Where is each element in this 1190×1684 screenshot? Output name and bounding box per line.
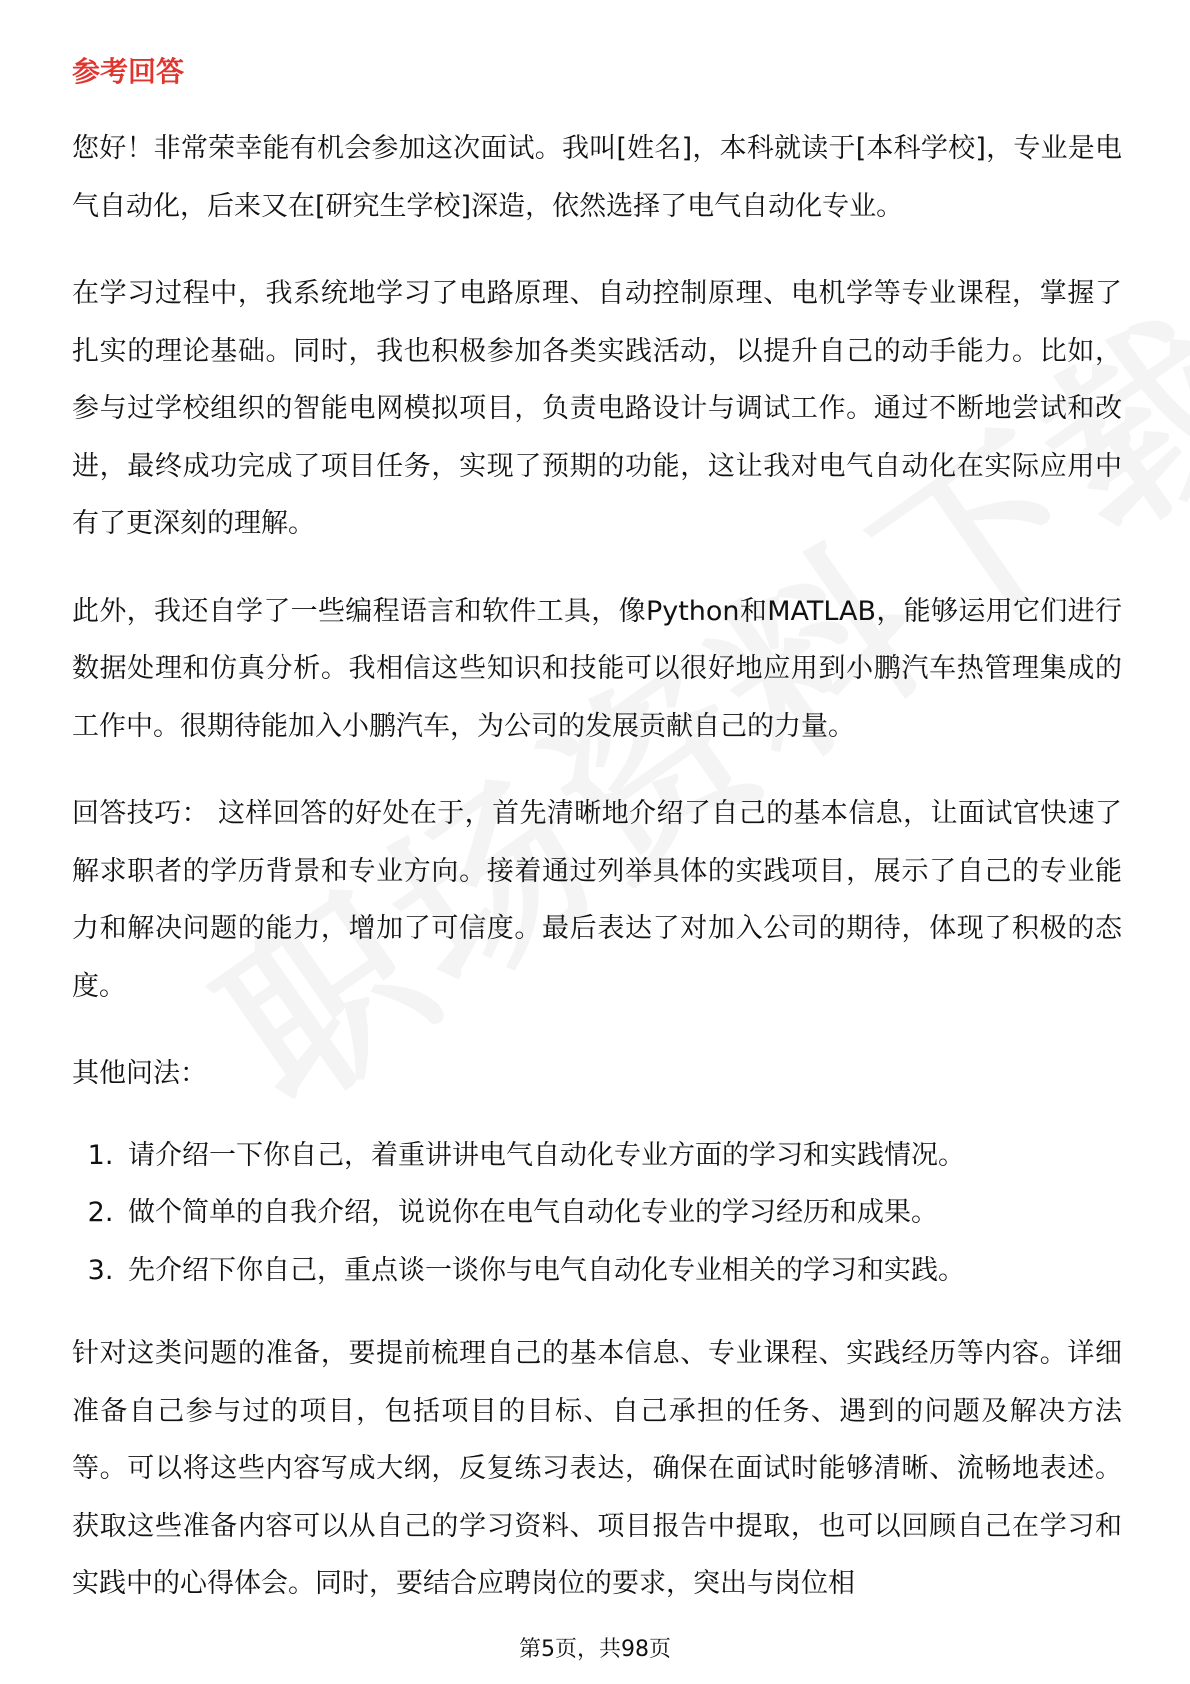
list-item: 3. 先介绍下你自己，重点谈一谈你与电气自动化专业相关的学习和实践。 — [122, 1242, 1122, 1300]
paragraph-study: 在学习过程中，我系统地学习了电路原理、自动控制原理、电机学等专业课程，掌握了扎实的理论基础。同时，我也积极参加各类实践活动，以提升自己的动手能力。比如，参与过学校组织的智能电网模拟项目，负责电路设计与调试工作。通过不断地尝试和改进，最终成功完成了项目任务，实现了预期的功能，这让我对电气自动化在实际应用中有了更深刻的理解。 — [72, 278, 1122, 539]
main-content — [72, 48, 1122, 1643]
paragraph-tips: 回答技巧： 这样回答的好处在于，首先清晰地介绍了自己的基本信息，让面试官快速了解求职者的学历背景和专业方向。接着通过列举具体的实践项目，展示了自己的专业能力和解决问题的能力，增加了可信度。最后表达了对加入公司的期待，体现了积极的态度。 — [72, 798, 1122, 1002]
paragraph-intro: 您好！非常荣幸能有机会参加这次面试。我叫[姓名]，本科就读于[本科学校]，专业是电气自动化，后来又在[研究生学校]深造，依然选择了电气自动化专业。 — [72, 133, 1122, 222]
list-item: 1. 请介绍一下你自己，着重讲讲电气自动化专业方面的学习和实践情况。 — [122, 1127, 1122, 1185]
other-questions-list — [72, 1127, 1122, 1300]
other-questions-label: 其他问法： — [72, 1058, 207, 1089]
page-number: 第5页，共98页 — [519, 1637, 671, 1662]
paragraph-prep: 针对这类问题的准备，要提前梳理自己的基本信息、专业课程、实践经历等内容。详细准备自己参与过的项目，包括项目的目标、自己承担的任务、遇到的问题及解决方法等。可以将这些内容写成大纲，反复练习表达，确保在面试时能够清晰、流畅地表述。获取这些准备内容可以从自己的学习资料、项目报告中提取，也可以回顾自己在学习和实践中的心得体会。同时，要结合应聘岗位的要求，突出与岗位相 — [72, 1338, 1122, 1599]
list-item: 2. 做个简单的自我介绍，说说你在电气自动化专业的学习经历和成果。 — [122, 1184, 1122, 1242]
section-title: 参考回答 — [72, 55, 185, 88]
paragraph-skills: 此外，我还自学了一些编程语言和软件工具，像Python和MATLAB，能够运用它们进行数据处理和仿真分析。我相信这些知识和技能可以很好地应用到小鹏汽车热管理集成的工作中。很期待能加入小鹏汽车，为公司的发展贡献自己的力量。 — [72, 595, 1122, 742]
